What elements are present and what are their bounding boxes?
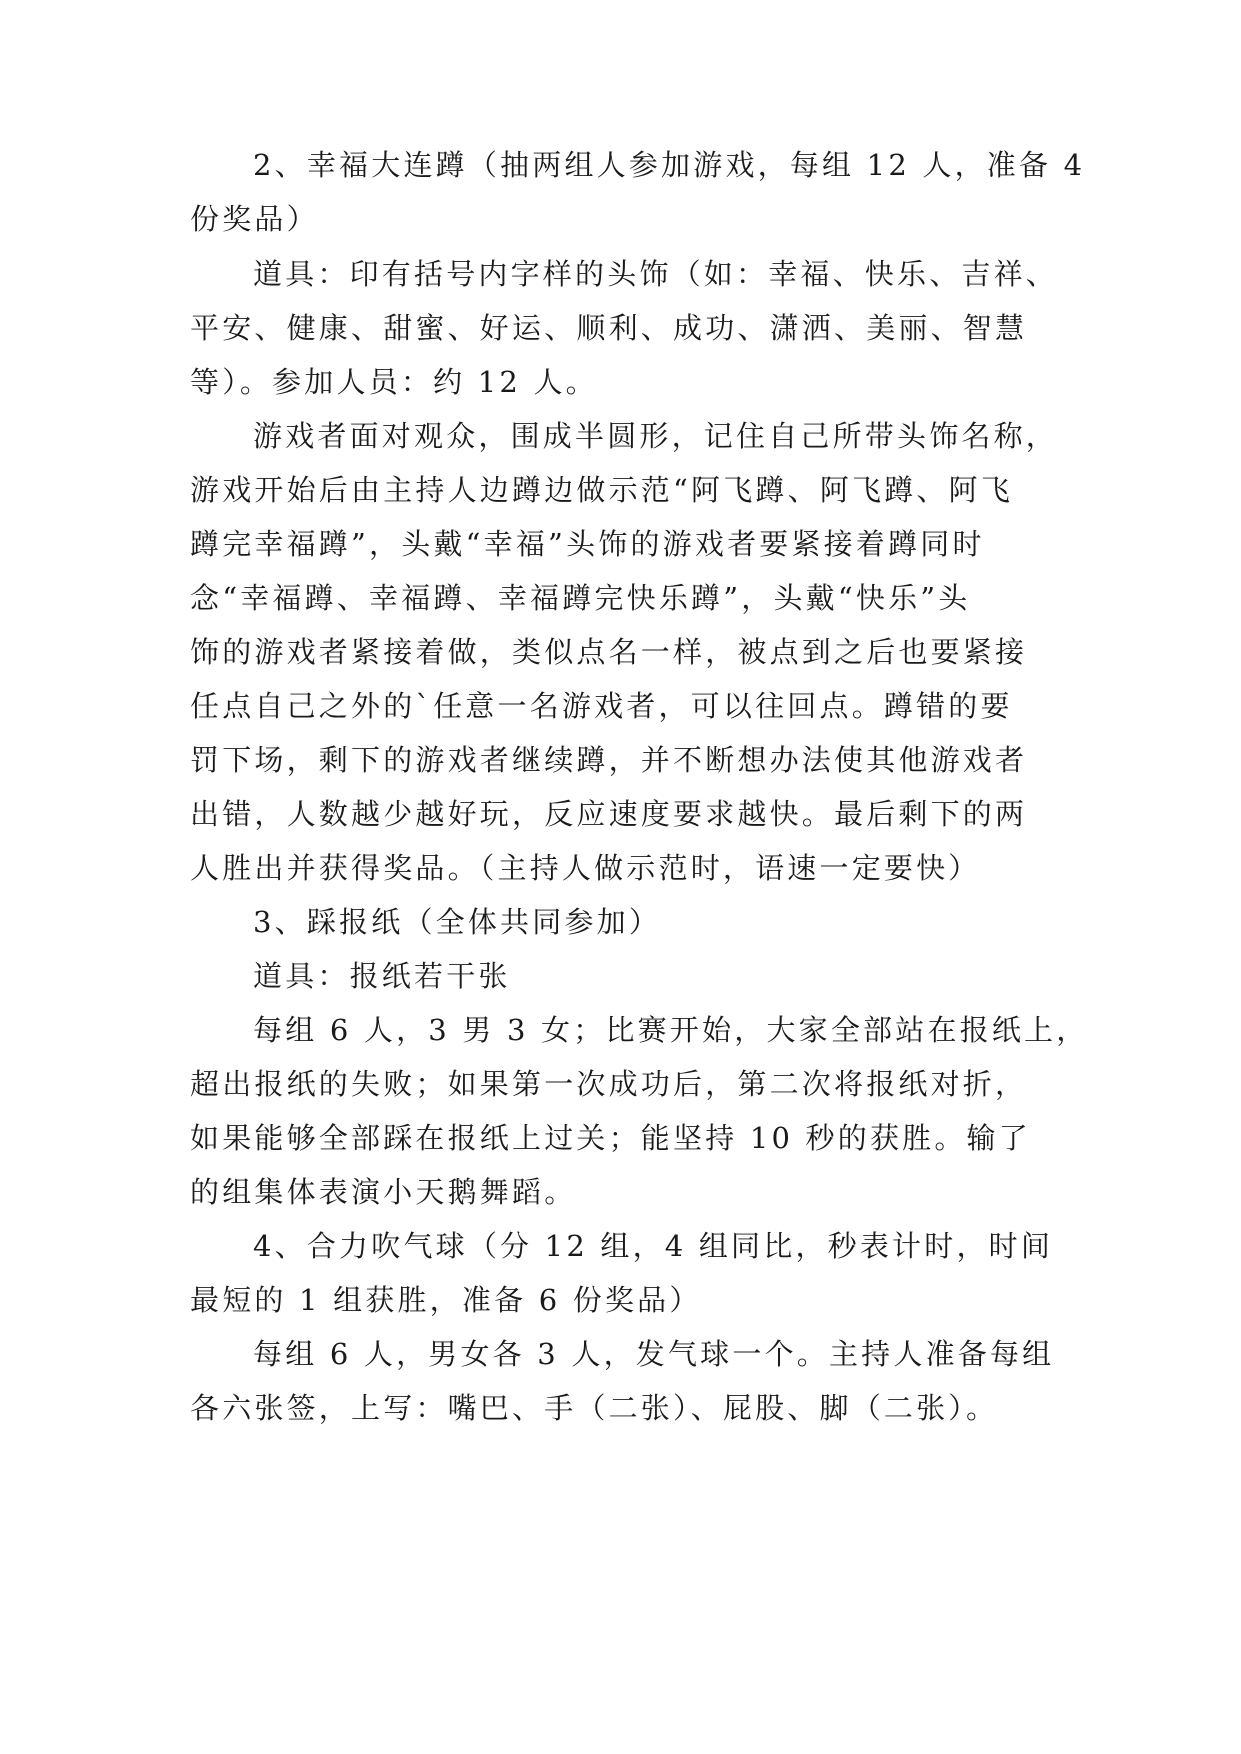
text-line: 罚下场，剩下的游戏者继续蹲，并不断想办法使其他游戏者 — [190, 743, 1028, 777]
text-line: 人胜出并获得奖品。（主持人做示范时，语速一定要快） — [190, 851, 981, 885]
text-line: 2、幸福大连蹲（抽两组人参加游戏，每组 12 人，准备 4 — [253, 148, 1086, 182]
text-line: 如果能够全部踩在报纸上过关；能坚持 10 秒的获胜。输了 — [190, 1121, 1031, 1155]
text-line: 道具：报纸若干张 — [253, 959, 511, 993]
text-line: 游戏开始后由主持人边蹲边做示范“阿飞蹲、阿飞蹲、阿飞 — [190, 473, 1014, 507]
text-line: 游戏者面对观众，围成半圆形，记住自己所带头饰名称， — [253, 419, 1059, 453]
text-line: 饰的游戏者紧接着做，类似点名一样，被点到之后也要紧接 — [190, 635, 1028, 669]
text-line: 念“幸福蹲、幸福蹲、幸福蹲完快乐蹲”，头戴“快乐”头 — [190, 581, 971, 615]
text-line: 的组集体表演小天鹅舞蹈。 — [190, 1175, 577, 1209]
text-line: 每组 6 人，3 男 3 女；比赛开始，大家全部站在报纸上， — [253, 1013, 1089, 1047]
text-line: 平安、健康、甜蜜、好运、顺利、成功、潇洒、美丽、智慧 — [190, 311, 1028, 345]
text-line: 各六张签，上写：嘴巴、手（二张）、屁股、脚（二张）。 — [190, 1391, 999, 1425]
text-line: 每组 6 人，男女各 3 人，发气球一个。主持人准备每组 — [253, 1337, 1055, 1371]
text-line: 最短的 1 组获胜，准备 6 份奖品） — [190, 1283, 702, 1317]
text-line: 出错，人数越少越好玩，反应速度要求越快。最后剩下的两 — [190, 797, 1028, 831]
text-line: 超出报纸的失败；如果第一次成功后，第二次将报纸对折， — [190, 1067, 1028, 1101]
text-line: 蹲完幸福蹲”，头戴“幸福”头饰的游戏者要紧接着蹲同时 — [190, 527, 985, 561]
text-line: 等）。参加人员：约 12 人。 — [190, 365, 598, 399]
text-line: 3、踩报纸（全体共同参加） — [253, 905, 662, 939]
text-line: 任点自己之外的`任意一名游戏者，可以往回点。蹲错的要 — [190, 689, 1013, 723]
text-line: 4、合力吹气球（分 12 组，4 组同比，秒表计时，时间 — [253, 1229, 1054, 1263]
text-line: 道具：印有括号内字样的头饰（如：幸福、快乐、吉祥、 — [253, 257, 1059, 291]
text-line: 份奖品） — [190, 202, 319, 236]
